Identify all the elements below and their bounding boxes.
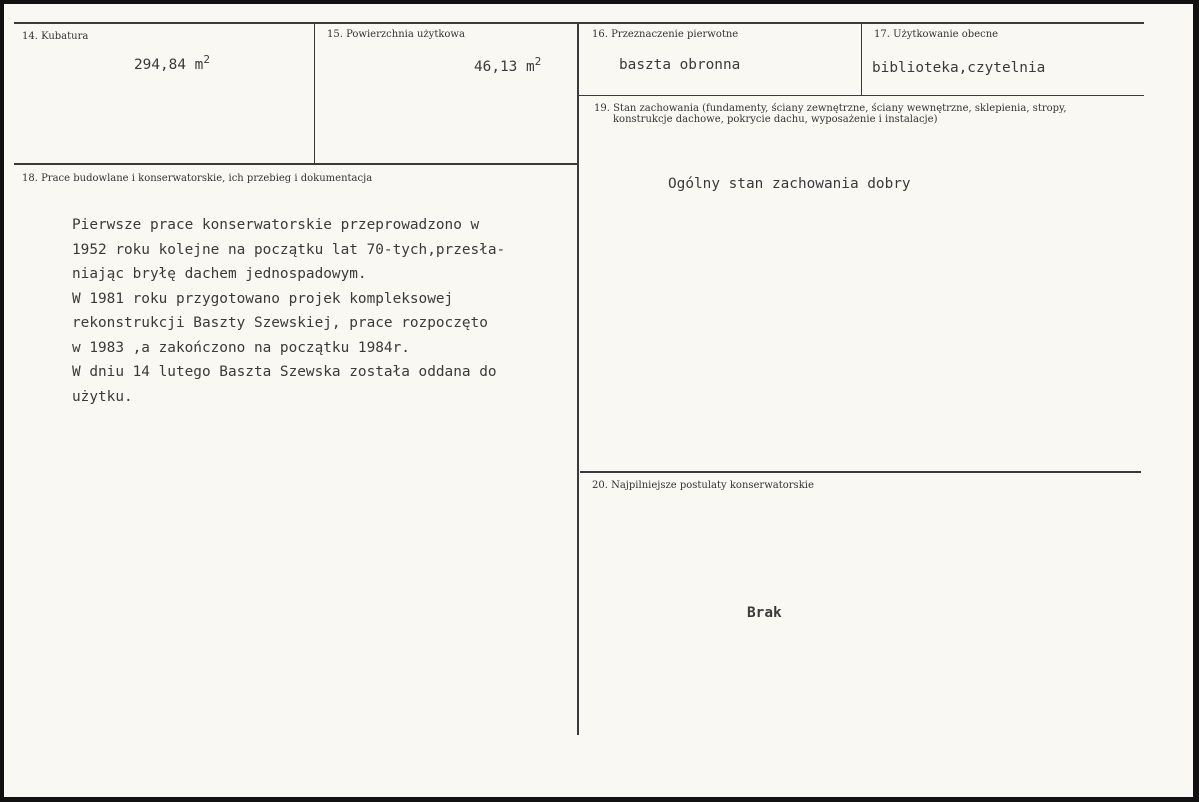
kubatura-unit-exponent: 2: [203, 53, 210, 66]
prace-line: W 1981 roku przygotowano projek kompleksowej: [72, 290, 454, 307]
rule-right-row1: [578, 95, 1144, 96]
uzytkowanie-label: 17. Użytkowanie obecne: [874, 29, 999, 40]
prace-line: w 1983 ,a zakończono na początku 1984r.: [72, 339, 410, 356]
top-rule: [14, 22, 1144, 24]
powierzchnia-label: 15. Powierzchnia użytkowa: [327, 29, 465, 40]
divider-v1: [314, 23, 315, 163]
stan-label-continued: konstrukcje dachowe, pokrycie dachu, wyposażenie i instalacje): [613, 114, 938, 125]
przeznaczenie-label: 16. Przeznaczenie pierwotne: [592, 29, 739, 40]
prace-line: użytku.: [72, 388, 133, 405]
prace-line: niając bryłę dachem jednospadowym.: [72, 266, 367, 282]
divider-v2: [577, 23, 579, 735]
powierzchnia-value: 46,13 $m^2$: [474, 55, 542, 75]
rule-right-row2: [580, 471, 1141, 473]
powierzchnia-unit-exponent: 2: [534, 55, 542, 68]
postulaty-label: 20. Najpilniejsze postulaty konserwatorskie: [592, 480, 814, 491]
prace-line: Pierwsze prace konserwatorskie przeprowadzono w: [72, 217, 480, 233]
przeznaczenie-value: baszta obronna: [619, 57, 741, 73]
stan-label: 19. Stan zachowania (fundamenty, ściany zewnętrzne, ściany wewnętrzne, sklepienia, stropy,: [594, 103, 1067, 114]
uzytkowanie-value: biblioteka,czytelnia: [872, 60, 1046, 76]
prace-line: 1952 roku kolejne na początku lat 70-tych,przesła-: [72, 241, 506, 258]
rule-left-row1: [14, 163, 578, 165]
prace-text: [72, 213, 505, 409]
postulaty-value: Brak: [747, 605, 782, 621]
prace-label: 18. Prace budowlane i konserwatorskie, ich przebieg i dokumentacja: [22, 173, 373, 184]
inventory-card: [4, 4, 1193, 797]
prace-line: W dniu 14 lutego Baszta Szewska została oddana do: [72, 364, 497, 380]
kubatura-label: 14. Kubatura: [22, 31, 89, 42]
prace-line: rekonstrukcji Baszty Szewskiej, prace rozpoczęto: [72, 315, 488, 331]
kubatura-value: 294,84 $m^2$: [134, 53, 210, 73]
stan-value: Ogólny stan zachowania dobry: [668, 176, 911, 192]
divider-v3: [861, 23, 862, 96]
